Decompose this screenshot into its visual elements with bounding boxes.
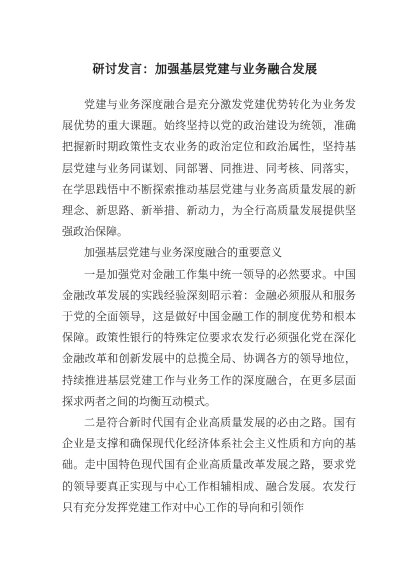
intro-paragraph: 党建与业务深度融合是充分激发党建优势转化为业务发展优势的重大课题。始终坚持以党的政治建设为统领，准确把握新时期政策性支农业务的政治定位和政治属性，坚持基层党建与业务同谋划、同部署、同推进、同考核、同落实，在学思践悟中不断探索推动基层党建与业务高质量发展的新理念、新思路、新举措、新动力，为全行高质量发展提供坚强政治保障。: [62, 98, 356, 239]
point-one-paragraph: 一是加强党对金融工作集中统一领导的必然要求。中国金融改革发展的实践经验深刻昭示着：金融必须服从和服务于党的全面领导，这是做好中国金融工作的制度优势和根本保障。政策性银行的特殊定位要求农发行必须强化党在深化金融改革和创新发展中的总揽全局、协调各方的领导地位，持续推进基层党建工作与业务工作的深度融合，在更多层面探求两者之间的均衡互动模式。: [62, 267, 356, 408]
point-two-paragraph: 二是符合新时代国有企业高质量发展的必由之路。国有企业是支撑和确保现代化经济体系社会主义性质和方向的基础。走中国特色现代国有企业高质量改革发展之路，要求党的领导要真正实现与中心工作相辅相成、融合发展。农发行只有充分发挥党建工作对中心工作的导向和引领作: [62, 416, 356, 514]
document-title: 研讨发言：加强基层党建与业务融合发展: [92, 62, 318, 76]
section-heading: 加强基层党建与业务深度融合的重要意义: [84, 246, 282, 260]
document-body: [62, 94, 356, 518]
